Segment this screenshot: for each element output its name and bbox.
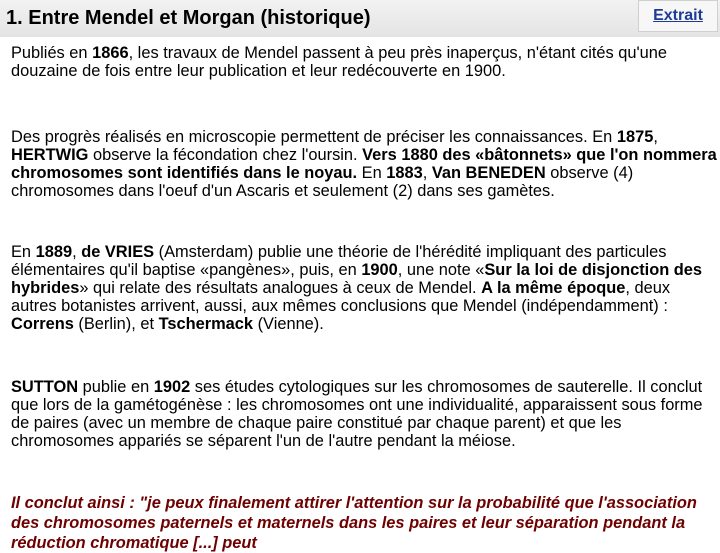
- text: (Amsterdam) publie une théorie de l'hérédité impliquant des particules élémentaires qu'il baptise «pangènes», puis, en: [11, 243, 667, 279]
- text: (Berlin), et: [73, 315, 159, 333]
- name-sutton: SUTTON: [11, 378, 79, 396]
- text: , les travaux de Mendel passent à peu près inaperçus, n'étant cités qu'une douzaine de fois entre leur publication et leur redécouverte en 1900.: [11, 44, 667, 80]
- text: , deux autres botanistes arrivent, aussi, aux mêmes conclusions que Mendel (indépendamment) :: [11, 279, 671, 315]
- text: ses études cytologiques sur les chromosomes de sauterelle. Il conclut que lors de la gamétogénèse : les chromosomes ont une individualité, apparaissent sous forme de paires (avec un membre de chaque paire constitué par chaque parent) et que les chromosomes appariés se séparent l'un de l'autre pendant la méiose.: [11, 378, 703, 450]
- name-van-beneden: Van BENEDEN: [431, 164, 546, 182]
- text: publie en: [78, 378, 154, 396]
- year-1902: 1902: [153, 378, 191, 396]
- name-de-vries: de VRIES: [81, 243, 155, 261]
- paragraph-mendel: [11, 44, 717, 80]
- year-1889: 1889: [35, 243, 73, 261]
- text: ,: [72, 243, 82, 261]
- extrait-button[interactable]: Extrait: [638, 0, 718, 32]
- same-epoch: A la même époque: [481, 279, 626, 297]
- chromosomes-sentence: Vers 1880 des «bâtonnets» que l'on nommera chromosomes sont identifiés dans le noyau.: [11, 146, 717, 182]
- page-title: 1. Entre Mendel et Morgan (historique): [6, 7, 371, 29]
- text: » qui relate des résultats analogues à ceux de Mendel.: [79, 279, 482, 297]
- name-correns: Correns: [11, 315, 74, 333]
- paragraph-de-vries: [11, 243, 717, 333]
- text: (Vienne).: [253, 315, 324, 333]
- note-title: Sur la loi de disjonction des hybrides: [11, 261, 703, 297]
- text: observe la fécondation chez l'oursin.: [88, 146, 363, 164]
- name-hertwig: HERTWIG: [11, 146, 89, 164]
- text: observe (4) chromosomes dans l'oeuf d'un Ascaris et seulement (2) dans ses gamètes.: [11, 164, 634, 200]
- year-1900: 1900: [361, 261, 398, 279]
- year-1875: 1875: [616, 128, 654, 146]
- paragraph-microscopy: [11, 128, 717, 200]
- sutton-quote: Il conclut ainsi : "je peux finalement attirer l'attention sur la probabilité que l'association des chromosomes paternels et maternels dans les paires et leur séparation pendant la réduction chromatique [...] peut: [11, 494, 697, 552]
- text: Publiés en: [11, 44, 93, 62]
- text: Des progrès réalisés en microscopie permettent de préciser les connaissances. En: [11, 128, 617, 146]
- text: ,: [422, 164, 432, 182]
- year-1866: 1866: [92, 44, 129, 62]
- year-1883: 1883: [386, 164, 423, 182]
- text: , une note «: [397, 261, 485, 279]
- text: En: [357, 164, 387, 182]
- text: ,: [653, 128, 658, 146]
- paragraph-sutton: [11, 378, 717, 450]
- text: En: [11, 243, 36, 261]
- name-tschermack: Tschermack: [158, 315, 254, 333]
